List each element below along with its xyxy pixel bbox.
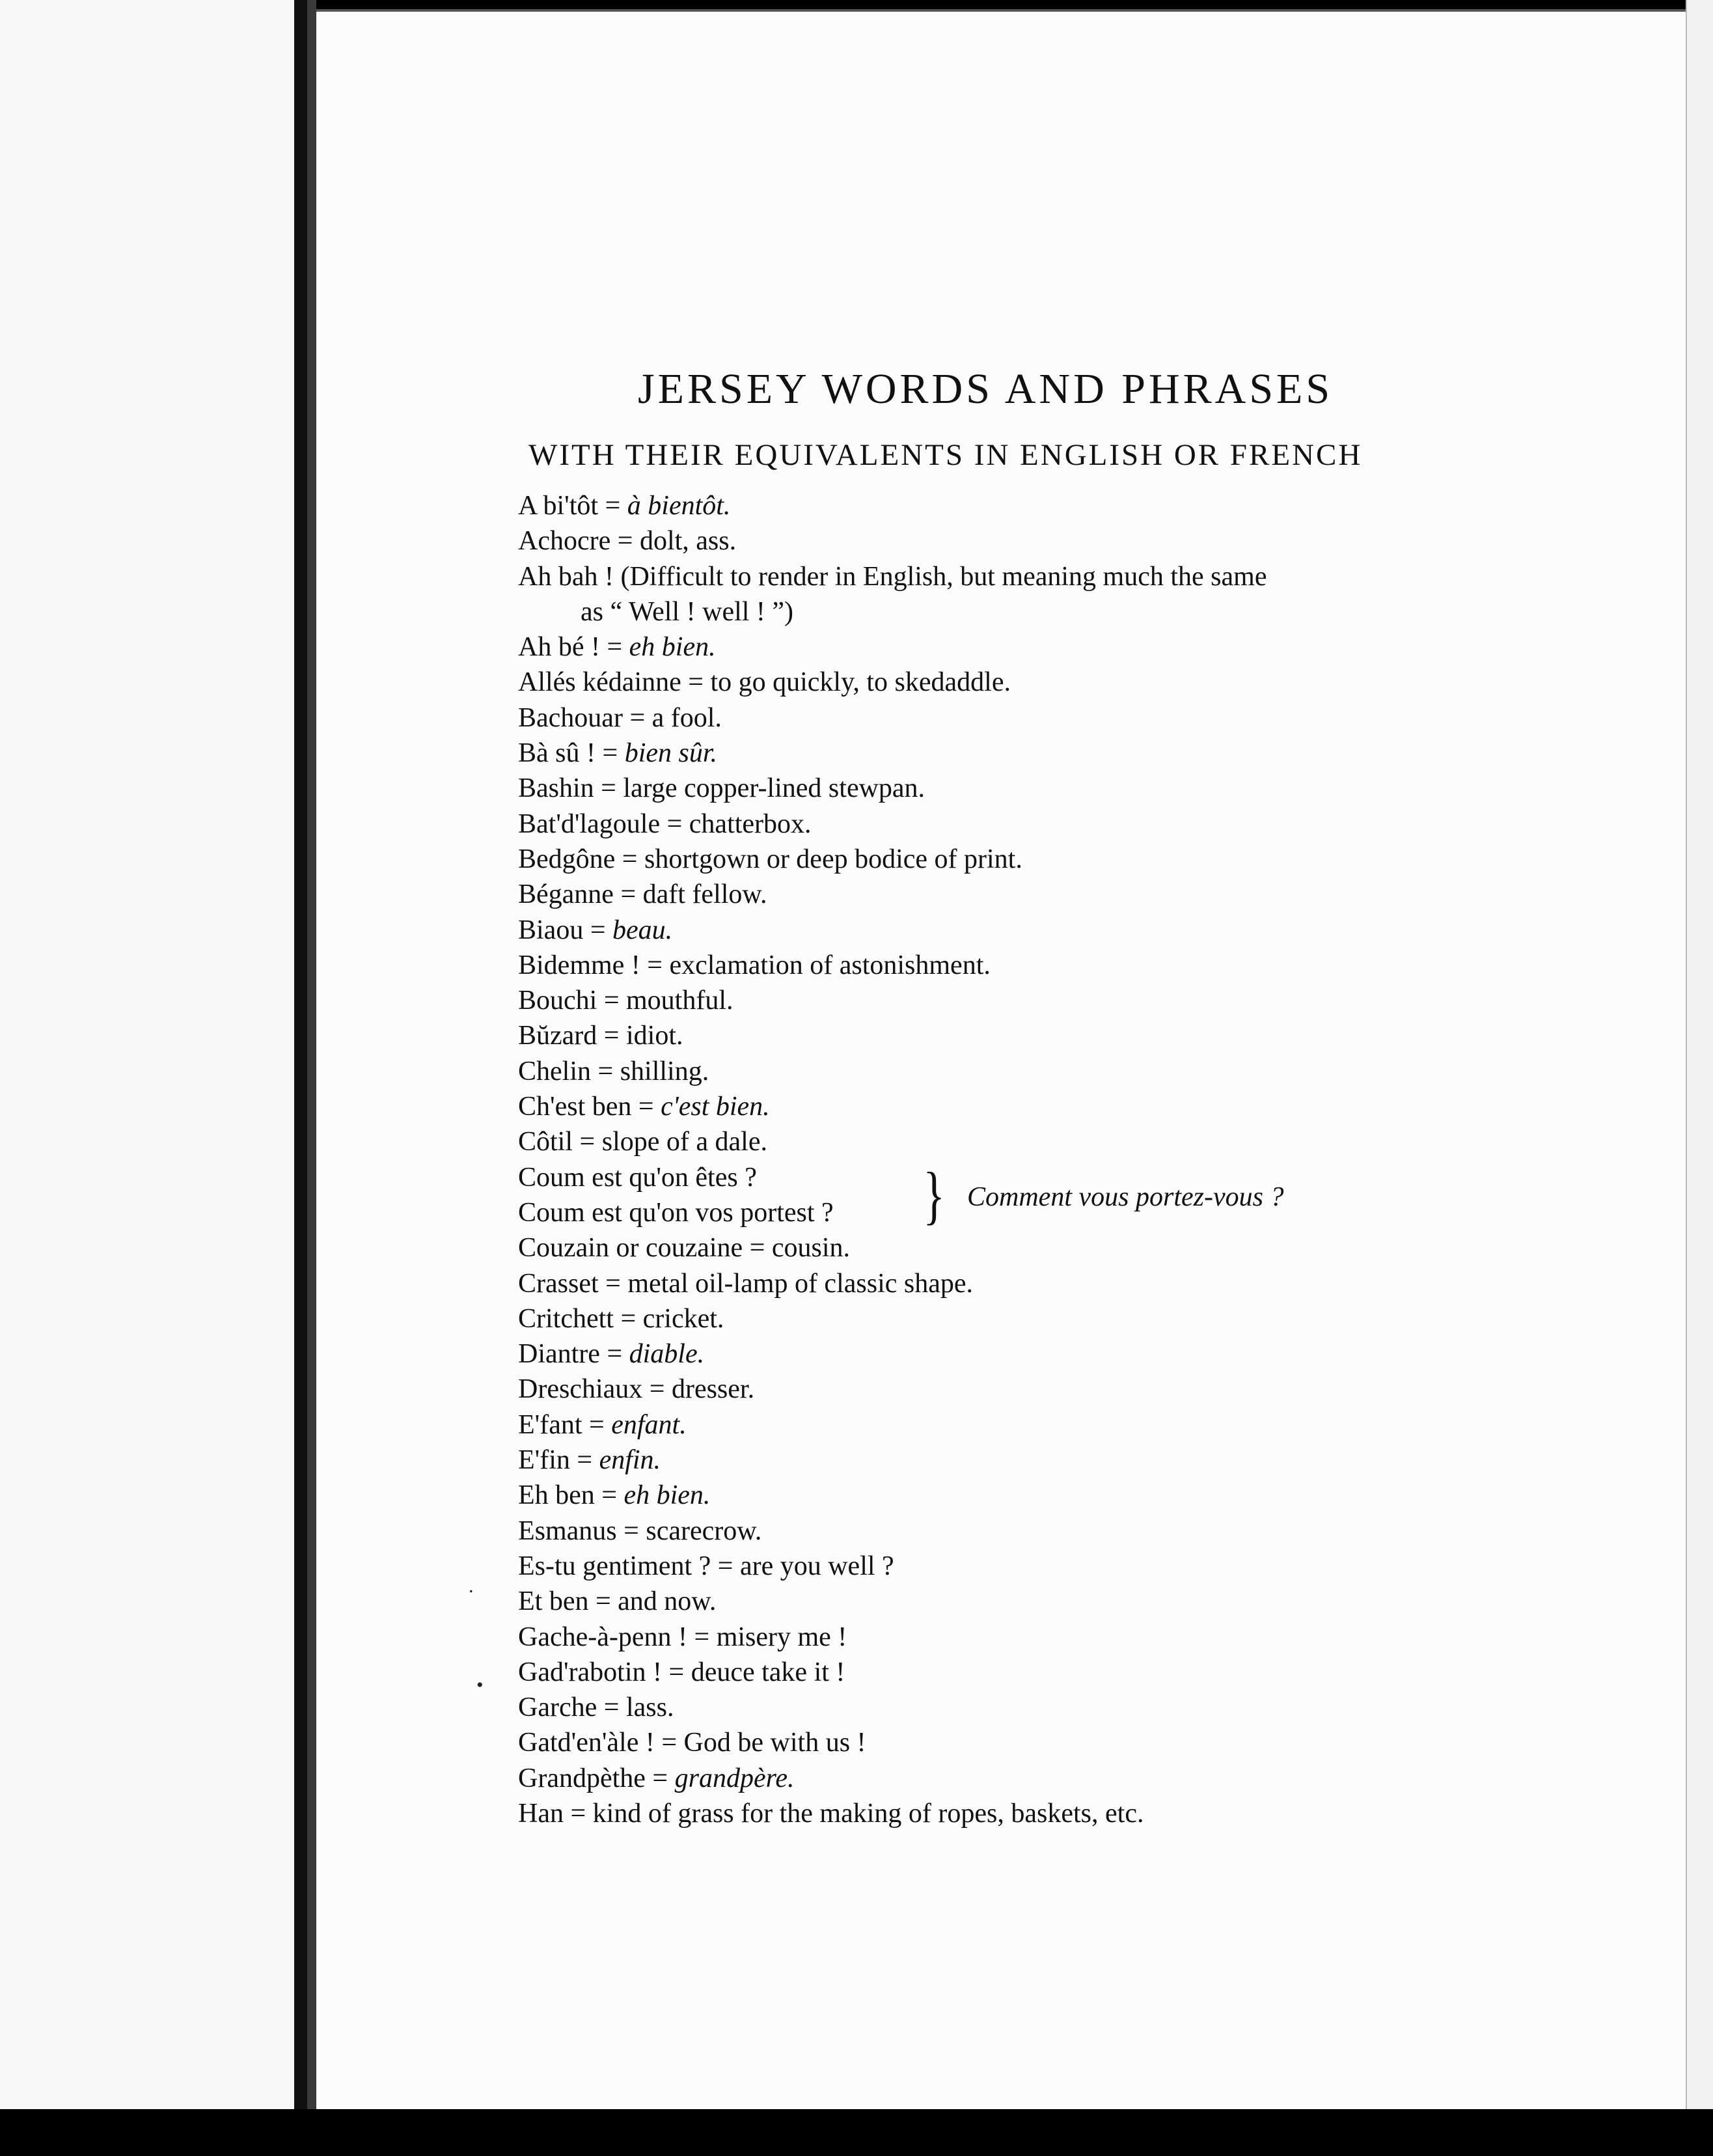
- equals-sign: =: [605, 1268, 621, 1299]
- entry-definition: eh bien.: [624, 1480, 711, 1511]
- glossary-entry: [518, 629, 1494, 665]
- entry-term: Biaou: [518, 915, 584, 945]
- entry-definition: slope of a dale.: [601, 1127, 767, 1157]
- equals-sign: =: [620, 879, 637, 910]
- entry-definition: bien sûr.: [624, 738, 718, 769]
- equals-sign: =: [589, 1409, 605, 1440]
- glossary-entry: [518, 523, 1494, 559]
- entry-definition: to go quickly, to skedaddle.: [710, 667, 1011, 698]
- glossary-entry: [518, 1761, 1494, 1796]
- margin-dot: .: [469, 1575, 474, 1597]
- entry-term: Crasset: [518, 1268, 599, 1299]
- entry-term: Gache-à-penn !: [518, 1622, 687, 1652]
- bottom-border: [0, 2109, 1713, 2156]
- entry-definition: metal oil-lamp of classic shape.: [627, 1268, 974, 1299]
- equals-sign: =: [622, 844, 638, 874]
- glossary-entry: [518, 983, 1494, 1018]
- equals-sign: =: [601, 773, 616, 804]
- entry-definition: shilling.: [620, 1056, 709, 1086]
- page-subtitle: WITH THEIR EQUIVALENTS IN ENGLISH OR FRENCH: [528, 438, 1363, 472]
- equals-sign: =: [579, 1127, 596, 1157]
- bracketed-entry: [518, 1160, 1494, 1231]
- brace-glyph: }: [923, 1158, 945, 1231]
- entry-definition: a fool.: [651, 702, 722, 733]
- equals-sign: =: [620, 1303, 637, 1334]
- glossary-entry: [518, 842, 1494, 877]
- entry-definition: Comment vous portez-vous ?: [967, 1182, 1284, 1212]
- entry-definition: chatterbox.: [689, 808, 812, 839]
- entry-term: Couzain or couzaine: [518, 1233, 743, 1264]
- entry-definition: as “ Well ! well ! ”): [581, 596, 794, 627]
- equals-sign: =: [638, 1092, 654, 1122]
- glossary-entry: [518, 665, 1494, 700]
- entry-term: Bà sû !: [518, 738, 596, 769]
- glossary-entry: [518, 1478, 1494, 1513]
- gutter-shadow: [307, 0, 316, 2109]
- entry-term: Gad'rabotin !: [518, 1657, 662, 1687]
- entry-definition: c'est bien.: [661, 1092, 770, 1122]
- equals-sign: =: [595, 1586, 611, 1617]
- equals-sign: =: [603, 1021, 620, 1051]
- entry-definition: diable.: [629, 1339, 705, 1370]
- entry-term: Coum est qu'on vos portest ?: [518, 1197, 834, 1228]
- equals-sign: =: [605, 491, 621, 521]
- entry-term: Han: [518, 1798, 564, 1829]
- entry-term: Bachouar: [518, 702, 623, 733]
- glossary-entry: [518, 1796, 1494, 1831]
- entry-term: Côtil: [518, 1127, 573, 1157]
- entry-definition: (Difficult to render in English, but meaning much the same: [613, 561, 1267, 592]
- entry-term: Ah bé !: [518, 632, 600, 663]
- entry-term: Eh ben: [518, 1480, 595, 1511]
- entry-definition: large copper-lined stewpan.: [623, 773, 925, 804]
- glossary-entry: [518, 1407, 1494, 1443]
- entry-term: Diantre: [518, 1339, 600, 1370]
- entry-term: Béganne: [518, 879, 614, 910]
- entry-definition: daft fellow.: [642, 879, 767, 910]
- equals-sign: =: [624, 1515, 639, 1546]
- entry-definition: kind of grass for the making of ropes, baskets, etc.: [592, 1798, 1144, 1829]
- entry-term: A bi'tôt: [518, 491, 599, 521]
- equals-sign: =: [603, 1693, 620, 1723]
- equals-sign: =: [607, 1339, 623, 1370]
- equals-sign: =: [590, 915, 606, 945]
- entry-term: Coum est qu'on êtes ?: [518, 1162, 757, 1193]
- equals-sign: =: [607, 632, 623, 663]
- entry-term: E'fant: [518, 1409, 582, 1440]
- glossary-entry: [518, 877, 1494, 912]
- entry-term: E'fin: [518, 1445, 570, 1476]
- entry-term: Gatd'en'àle !: [518, 1728, 655, 1758]
- glossary-entry: [518, 488, 1494, 523]
- glossary-entry: [518, 594, 1494, 629]
- entry-definition: exclamation of astonishment.: [669, 950, 991, 980]
- glossary-entry: [518, 1301, 1494, 1336]
- entry-definition: and now.: [618, 1586, 717, 1617]
- entry-term: Bidemme !: [518, 950, 640, 980]
- entry-term: Achocre: [518, 526, 611, 557]
- glossary-entry: [518, 1690, 1494, 1725]
- glossary-entry: [518, 913, 1494, 948]
- glossary-list: [518, 488, 1494, 1831]
- entry-definition: cricket.: [642, 1303, 724, 1334]
- entry-term: Esmanus: [518, 1515, 617, 1546]
- entry-term: Critchett: [518, 1303, 614, 1334]
- margin-dot: •: [476, 1674, 484, 1696]
- glossary-entry: [518, 1230, 1494, 1265]
- entry-definition: scarecrow.: [646, 1515, 762, 1546]
- entry-term: Bŭzard: [518, 1021, 597, 1051]
- glossary-entry: [518, 1513, 1494, 1549]
- glossary-entry: [518, 1443, 1494, 1478]
- equals-sign: =: [647, 950, 663, 980]
- equals-sign: =: [688, 667, 704, 698]
- entry-term: Dreschiaux: [518, 1374, 643, 1405]
- entry-term: Ch'est ben: [518, 1092, 632, 1122]
- equals-sign: =: [717, 1551, 733, 1581]
- entry-term: Allés kédainne: [518, 667, 681, 698]
- equals-sign: =: [652, 1763, 668, 1793]
- equals-sign: =: [661, 1728, 678, 1758]
- equals-sign: =: [617, 526, 633, 557]
- entry-definition: misery me !: [716, 1622, 847, 1652]
- equals-sign: =: [601, 1480, 617, 1511]
- entry-definition: lass.: [625, 1693, 674, 1723]
- entry-definition: God be with us !: [683, 1728, 866, 1758]
- entry-definition: dresser.: [671, 1374, 755, 1405]
- glossary-entry: [518, 1620, 1494, 1655]
- entry-term: Et ben: [518, 1586, 589, 1617]
- glossary-entry: [518, 1018, 1494, 1053]
- left-blank-page: [0, 0, 294, 2109]
- entry-definition: enfant.: [611, 1409, 687, 1440]
- equals-sign: =: [694, 1622, 710, 1652]
- entry-term: Bouchi: [518, 986, 597, 1016]
- entry-definition: grandpère.: [674, 1763, 795, 1793]
- entry-term: Ah bah !: [518, 561, 614, 592]
- entry-definition: beau.: [612, 915, 673, 945]
- equals-sign: =: [597, 1056, 614, 1086]
- glossary-entry: [518, 807, 1494, 842]
- glossary-entry: [518, 736, 1494, 771]
- glossary-entry: [518, 1089, 1494, 1124]
- entry-definition: shortgown or deep bodice of print.: [644, 844, 1022, 874]
- glossary-entry: [518, 1054, 1494, 1089]
- entry-definition: dolt, ass.: [639, 526, 737, 557]
- entry-definition: mouthful.: [626, 986, 733, 1016]
- page-edge: [1686, 0, 1713, 2109]
- entry-definition: idiot.: [625, 1021, 683, 1051]
- entry-term: Garche: [518, 1693, 597, 1723]
- equals-sign: =: [649, 1374, 665, 1405]
- book-gutter: [294, 0, 307, 2109]
- glossary-entry: [518, 700, 1494, 736]
- glossary-entry: [518, 1725, 1494, 1760]
- entry-definition: deuce take it !: [691, 1657, 845, 1687]
- entry-term: Bedgône: [518, 844, 616, 874]
- glossary-entry: [518, 771, 1494, 806]
- equals-sign: =: [577, 1445, 593, 1476]
- glossary-entry: [518, 1266, 1494, 1301]
- entry-term: Chelin: [518, 1056, 591, 1086]
- equals-sign: =: [629, 702, 646, 733]
- entry-term: Grandpèthe: [518, 1763, 646, 1793]
- glossary-entry: [518, 1655, 1494, 1690]
- glossary-entry: [518, 1124, 1494, 1159]
- entry-definition: enfin.: [599, 1445, 661, 1476]
- equals-sign: =: [570, 1798, 586, 1829]
- glossary-entry: [518, 1336, 1494, 1372]
- equals-sign: =: [602, 738, 618, 769]
- entry-term: Es-tu gentiment ?: [518, 1551, 711, 1581]
- glossary-entry: [518, 559, 1494, 594]
- equals-sign: =: [666, 808, 683, 839]
- entry-definition: cousin.: [771, 1233, 851, 1264]
- equals-sign: =: [749, 1233, 765, 1264]
- page-title: JERSEY WORDS AND PHRASES: [638, 365, 1334, 413]
- entry-definition: à bientôt.: [627, 491, 731, 521]
- entry-term: Bat'd'lagoule: [518, 808, 661, 839]
- glossary-entry: [518, 1549, 1494, 1584]
- entry-definition: eh bien.: [629, 632, 716, 663]
- equals-sign: =: [668, 1657, 685, 1687]
- entry-definition: are you well ?: [739, 1551, 894, 1581]
- glossary-entry: [518, 1372, 1494, 1407]
- entry-term: Bashin: [518, 773, 594, 804]
- glossary-entry: [518, 1584, 1494, 1619]
- equals-sign: =: [603, 986, 620, 1016]
- glossary-entry: [518, 948, 1494, 983]
